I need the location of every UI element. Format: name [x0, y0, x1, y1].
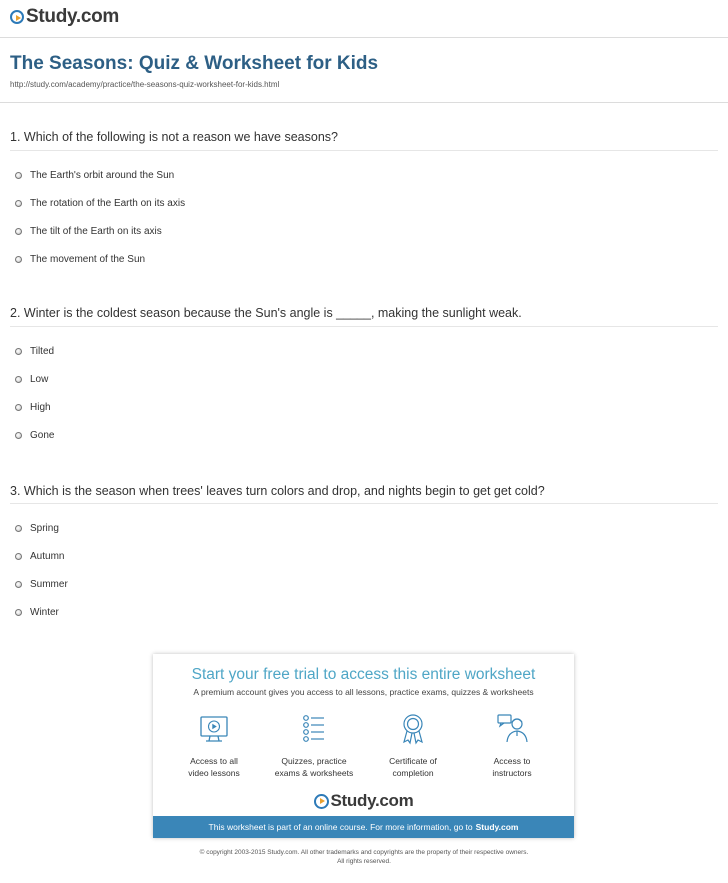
question-3: 3. Which is the season when trees' leaves turn colors and drop, and nights begin to get get cold?	[10, 484, 545, 498]
radio-icon[interactable]	[15, 228, 22, 235]
feature-video-lessons	[169, 712, 259, 779]
study-logo-mark-icon	[10, 10, 24, 24]
q3-option-4[interactable]	[15, 607, 59, 618]
q2-option-2[interactable]	[15, 374, 48, 385]
feature-label-line2: exams & worksheets	[274, 768, 354, 778]
q1-option-2[interactable]	[15, 198, 185, 209]
feature-label-line2: instructors	[492, 768, 532, 778]
feature-label-line2: video lessons	[188, 768, 240, 778]
promo-footer-bar	[153, 816, 574, 838]
radio-icon[interactable]	[15, 581, 22, 588]
radio-icon[interactable]	[15, 609, 22, 616]
option-label: The movement of the Sun	[30, 254, 146, 265]
option-label: Low	[30, 374, 49, 385]
q3-option-3[interactable]	[15, 579, 68, 590]
page-url: http://study.com/academy/practice/the-seasons-quiz-worksheet-for-kids.html	[10, 80, 280, 89]
video-lessons-icon	[197, 712, 231, 746]
certificate-icon	[396, 712, 430, 746]
study-logo-text: Study.com	[26, 6, 120, 27]
option-label: Tilted	[30, 346, 55, 357]
option-label: The rotation of the Earth on its axis	[30, 198, 186, 209]
feature-instructors	[467, 712, 557, 779]
radio-icon[interactable]	[15, 256, 22, 263]
radio-icon[interactable]	[15, 200, 22, 207]
radio-icon[interactable]	[15, 404, 22, 411]
option-label: The Earth's orbit around the Sun	[30, 170, 175, 181]
copyright-notice	[0, 848, 728, 866]
q3-option-1[interactable]	[15, 523, 59, 534]
option-label: Autumn	[30, 551, 65, 562]
q2-option-3[interactable]	[15, 402, 51, 413]
question-2-divider	[10, 326, 718, 327]
question-1-divider	[10, 150, 718, 151]
promo-title[interactable]: Start your free trial to access this entire worksheet	[191, 666, 536, 683]
question-1: 1. Which of the following is not a reason we have seasons?	[10, 130, 338, 144]
feature-label-line1: Access to	[493, 756, 531, 766]
feature-certificate	[368, 712, 458, 779]
title-divider	[0, 102, 728, 103]
header-divider	[0, 37, 728, 38]
promo-footer-text: This worksheet is part of an online course. For more information, go to	[208, 822, 473, 832]
copyright-line1: © copyright 2003-2015 Study.com. All other trademarks and copyrights are the property of their respective owners.	[199, 849, 529, 856]
radio-icon[interactable]	[15, 172, 22, 179]
option-label: Gone	[30, 430, 55, 441]
radio-icon[interactable]	[15, 432, 22, 439]
promo-study-logo[interactable]	[153, 791, 574, 811]
promo-footer-link[interactable]: Study.com	[475, 822, 519, 832]
feature-quizzes	[269, 712, 359, 779]
radio-icon[interactable]	[15, 525, 22, 532]
instructors-icon	[495, 712, 529, 746]
feature-label-line2: completion	[392, 768, 434, 778]
option-label: The tilt of the Earth on its axis	[30, 226, 162, 237]
q1-option-3[interactable]	[15, 226, 162, 237]
option-label: Winter	[30, 607, 59, 618]
radio-icon[interactable]	[15, 376, 22, 383]
q1-option-1[interactable]	[15, 170, 174, 181]
quizzes-icon	[297, 712, 331, 746]
question-3-divider	[10, 503, 718, 504]
copyright-line2: All rights reserved.	[337, 858, 391, 865]
study-logo-mark-icon	[314, 794, 329, 809]
option-label: High	[30, 402, 51, 413]
option-label: Spring	[30, 523, 59, 534]
promo-logo-text: Study.com	[330, 791, 414, 810]
page-title: The Seasons: Quiz & Worksheet for Kids	[10, 53, 379, 74]
option-label: Summer	[30, 579, 68, 590]
study-logo[interactable]	[10, 6, 119, 28]
feature-label-line1: Access to all	[190, 756, 238, 766]
q2-option-1[interactable]	[15, 346, 54, 357]
premium-promo-box	[153, 654, 574, 838]
promo-subtitle: A premium account gives you access to all lessons, practice exams, quizzes & worksheets	[193, 687, 534, 697]
q3-option-2[interactable]	[15, 551, 64, 562]
q1-option-4[interactable]	[15, 254, 145, 265]
q2-option-4[interactable]	[15, 430, 54, 441]
radio-icon[interactable]	[15, 348, 22, 355]
question-2: 2. Winter is the coldest season because the Sun's angle is _____, making the sunlight weak.	[10, 306, 522, 320]
feature-label-line1: Certificate of	[389, 756, 437, 766]
radio-icon[interactable]	[15, 553, 22, 560]
feature-label-line1: Quizzes, practice	[281, 756, 347, 766]
